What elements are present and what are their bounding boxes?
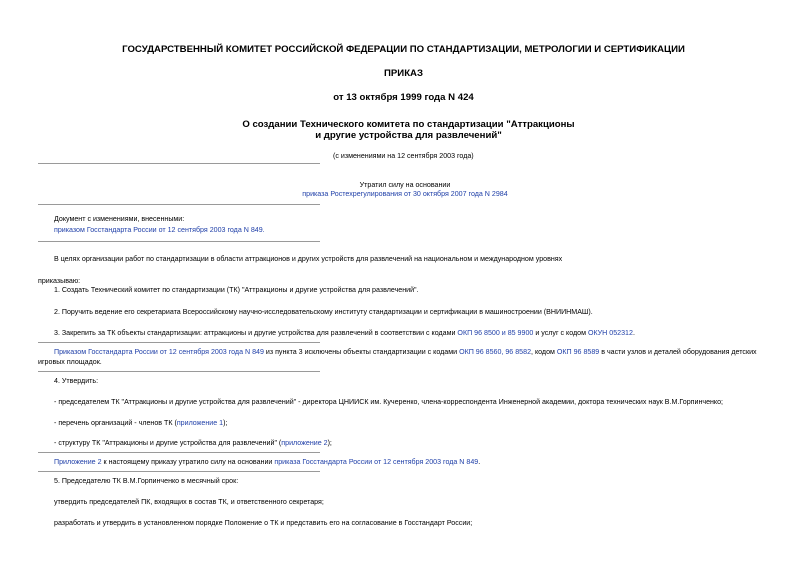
- paragraph-4b: [54, 418, 227, 428]
- document-title-line1: О создании Технического комитета по стандартизации "Аттракционы: [242, 119, 575, 130]
- note-2-order-link[interactable]: приказа Госстандарта России от 12 сентября 2003 года N 849: [274, 458, 479, 466]
- status-label: Утратил силу на основании: [359, 181, 451, 189]
- document-date-number: от 13 октября 1999 года N 424: [333, 92, 474, 103]
- committee-name: ГОСУДАРСТВЕННЫЙ КОМИТЕТ РОССИЙСКОЙ ФЕДЕРАЦИИ ПО СТАНДАРТИЗАЦИИ, МЕТРОЛОГИИ И СЕРТИФИКАЦИИ: [122, 44, 685, 55]
- okun-link[interactable]: ОКУН 052312: [587, 329, 633, 337]
- paragraph-5a: утвердить председателей ПК, входящих в состав ТК, и ответственного секретаря;: [54, 498, 324, 506]
- paragraph-4c-text: - структуру ТК "Аттракционы и другие устройства для развлечений" (: [54, 439, 282, 447]
- note-2: [54, 457, 480, 467]
- divider: [38, 204, 320, 205]
- appendix-2-link[interactable]: приложение 2: [281, 439, 328, 447]
- changes-label: Документ с изменениями, внесенными:: [54, 215, 185, 223]
- note-1-okp-link[interactable]: ОКП 96 8560, 96 8582: [459, 348, 532, 356]
- amendments-note: (с изменениями на 12 сентября 2003 года): [333, 152, 474, 160]
- paragraph-4b-text: - перечень организаций - членов ТК (: [54, 419, 177, 427]
- paragraph-2: 2. Поручить ведение его секретариата Всероссийскому научно-исследовательскому институту стандартизации и сертификации в машиностроении (ВНИИНМАШ).: [54, 308, 593, 316]
- status-link[interactable]: приказа Ростехрегулирования от 30 октября 2007 года N 2984: [302, 190, 508, 198]
- changes-link[interactable]: приказом Госстандарта России от 12 сентября 2003 года N 849.: [54, 226, 265, 234]
- appendix-1-link[interactable]: приложение 1: [176, 419, 224, 427]
- paragraph-3: [54, 328, 635, 338]
- paragraph-4: 4. Утвердить:: [54, 377, 99, 385]
- paragraph-5b: разработать и утвердить в установленном порядке Положение о ТК и представить его на согласование в Госстандарт России;: [54, 519, 473, 527]
- note-1-text: из пункта 3 исключены объекты стандартизации с кодами: [263, 348, 460, 356]
- paragraph-4c: [54, 438, 332, 448]
- paragraph-1: 1. Создать Технический комитет по стандартизации (ТК) "Аттракционы и другие устройства для развлечений".: [54, 286, 419, 294]
- note-1: [38, 347, 776, 367]
- paragraph-3-end: .: [632, 329, 635, 337]
- divider: [38, 452, 320, 453]
- document-type: ПРИКАЗ: [384, 68, 423, 79]
- note-2-text: к настоящему приказу утратило силу на основании: [101, 458, 275, 466]
- note-2-appendix-link[interactable]: Приложение 2: [54, 458, 102, 466]
- paragraph-5: 5. Председателю ТК В.М.Горпинченко в месячный срок:: [54, 477, 239, 485]
- intro-paragraph: В целях организации работ по стандартизации в области аттракционов и других устройств для развлечений на национальном и международном уровнях: [54, 255, 563, 263]
- divider: [38, 471, 320, 472]
- paragraph-4b-end: );: [223, 419, 228, 427]
- order-word: приказываю:: [38, 277, 81, 285]
- paragraph-4c-end: );: [327, 439, 332, 447]
- note-1-order-link[interactable]: Приказом Госстандарта России от 12 сентября 2003 года N 849: [54, 348, 264, 356]
- note-1-okp-link-2[interactable]: ОКП 96 8589: [556, 348, 600, 356]
- document-title-line2: и другие устройства для развлечений": [315, 130, 502, 141]
- note-1-text3: в части узлов и деталей оборудования детских игровых площадок.: [38, 348, 757, 366]
- divider: [38, 342, 320, 343]
- okp-link[interactable]: ОКП 96 8500 и 85 9900: [457, 329, 534, 337]
- divider: [38, 371, 320, 372]
- divider: [38, 163, 320, 164]
- note-2-end: .: [478, 458, 481, 466]
- paragraph-3-mid: и услуг с кодом: [533, 329, 588, 337]
- divider: [38, 241, 320, 242]
- paragraph-3-text: 3. Закрепить за ТК объекты стандартизации: аттракционы и другие устройства для развлечений в соответствии с кодами: [54, 329, 458, 337]
- paragraph-4a: - председателем ТК "Аттракционы и другие устройства для развлечений" - директора ЦНИИСК им. Кучеренко, члена-корреспондента Инженерной академии, доктора технических наук В.М.Горпинченко;: [54, 398, 724, 406]
- note-1-text2: , кодом: [531, 348, 557, 356]
